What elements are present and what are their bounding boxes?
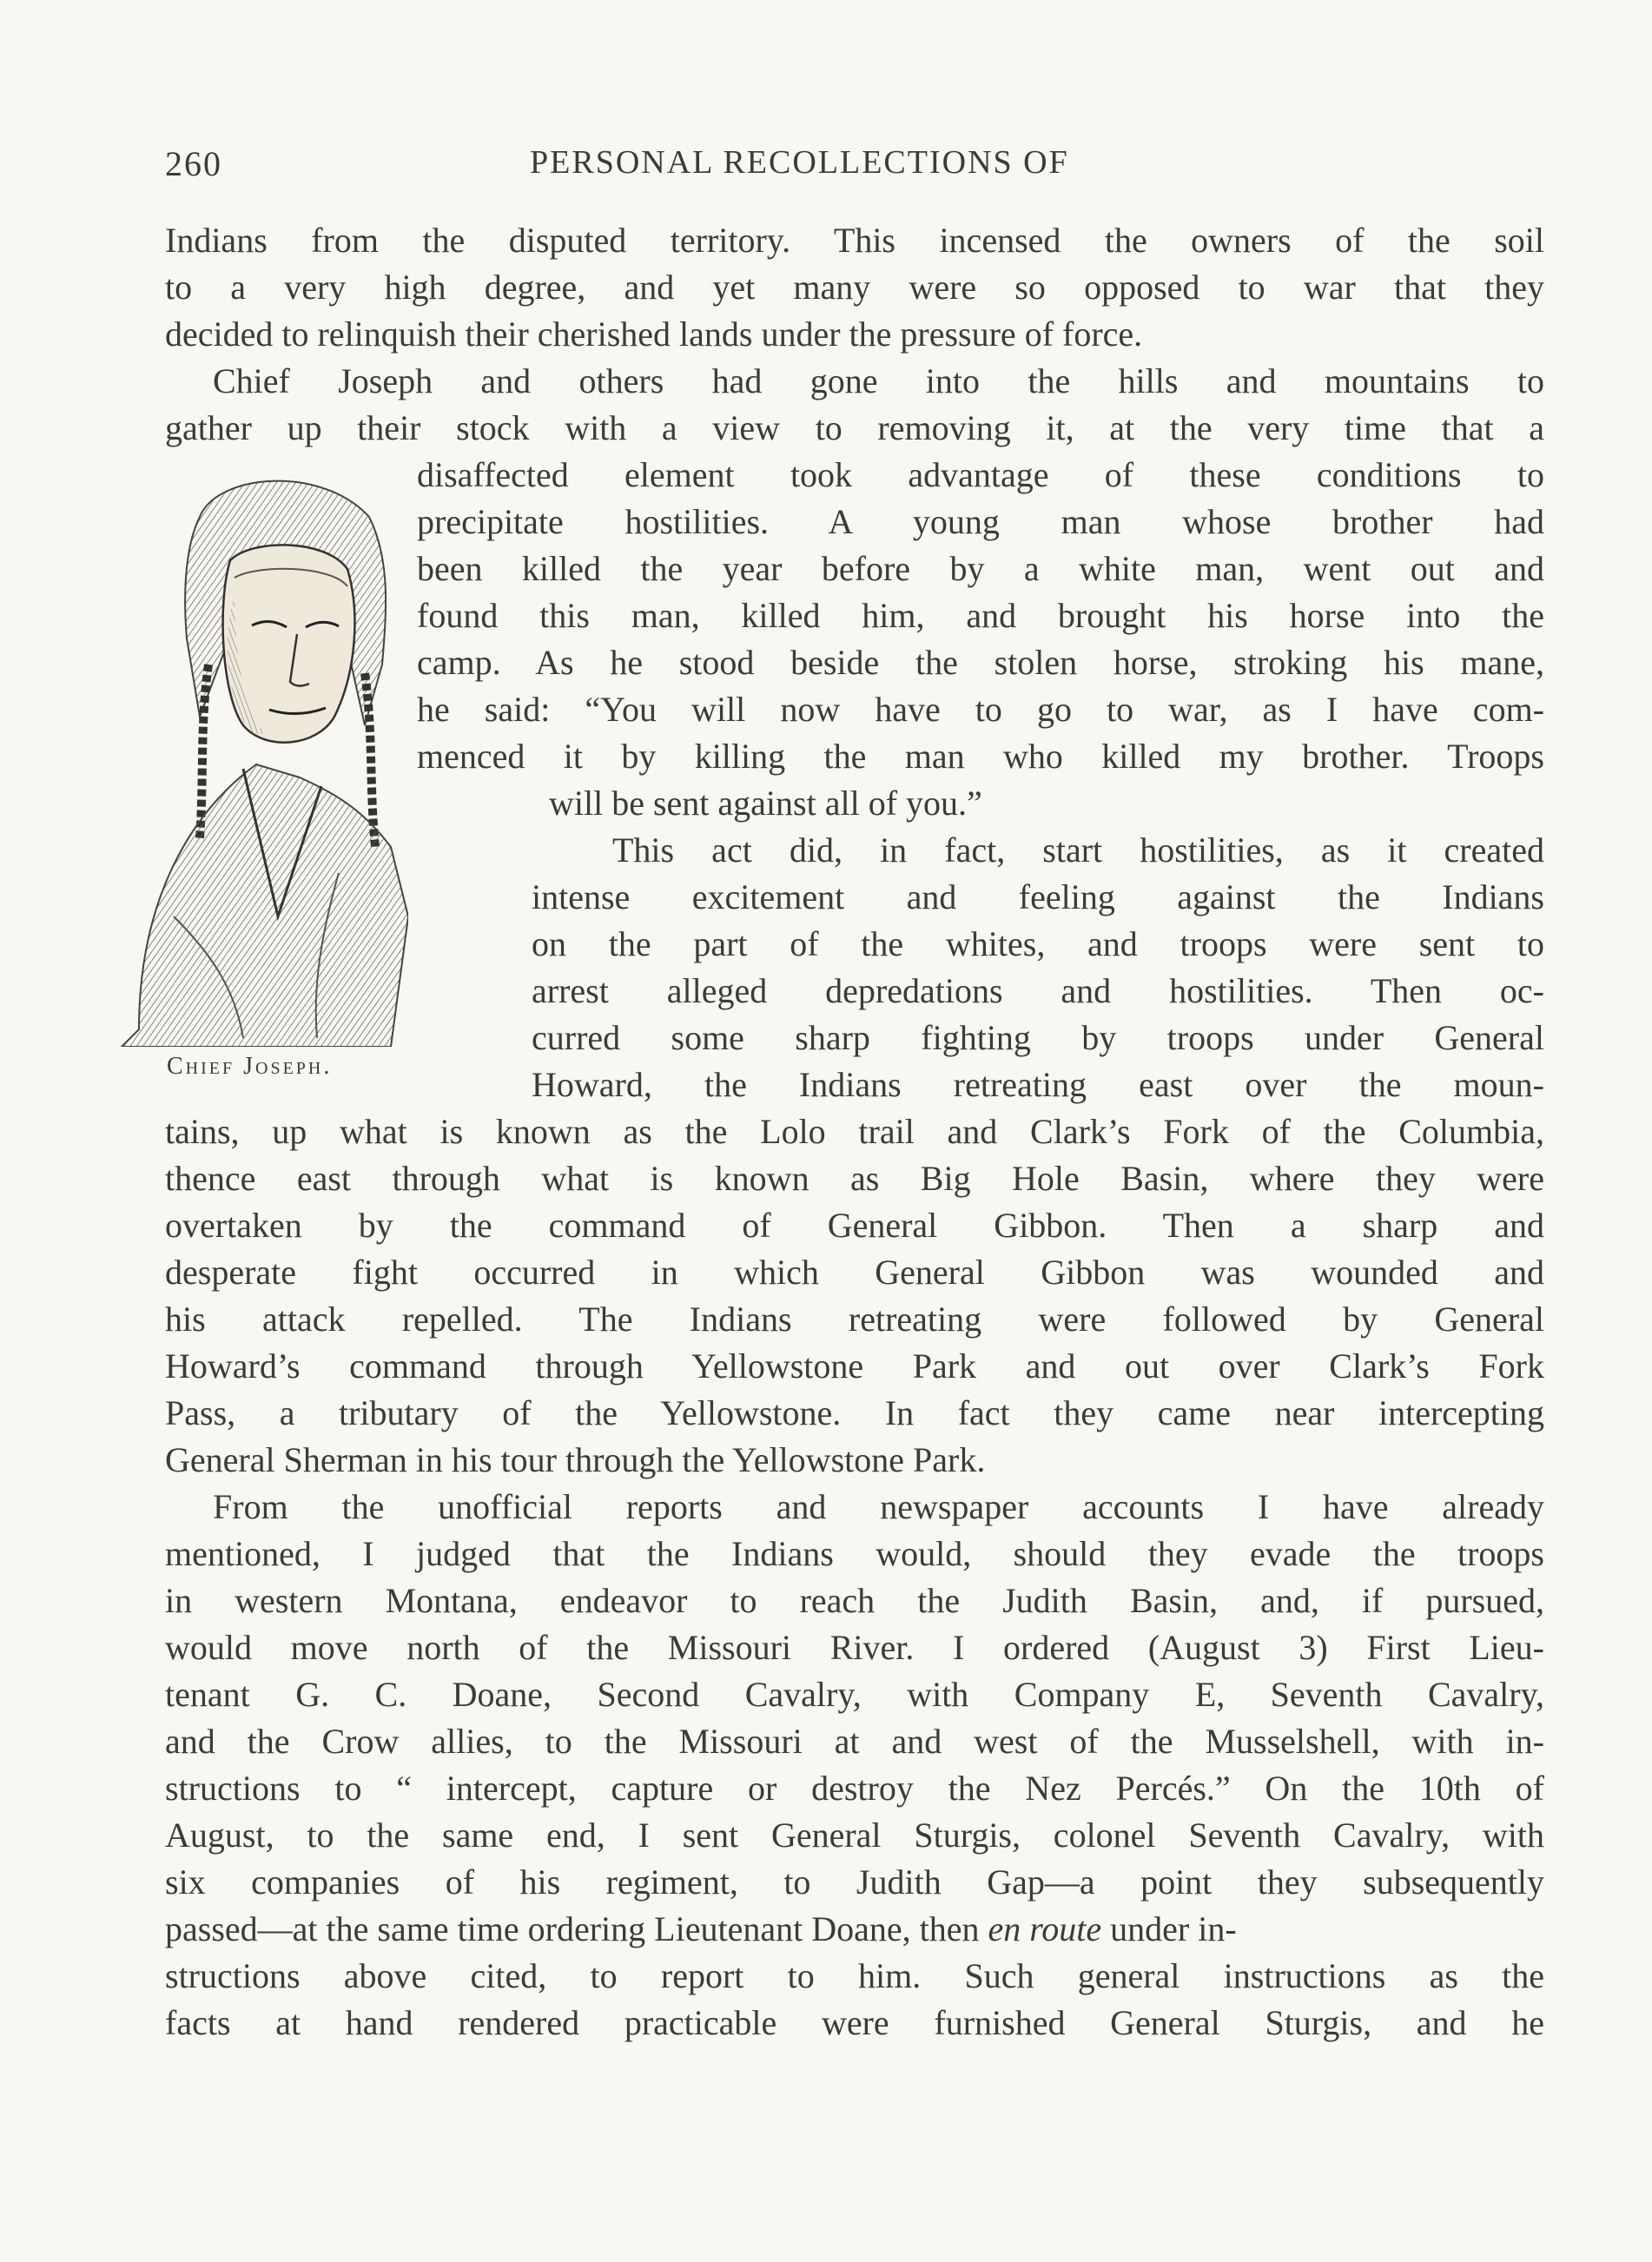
text-line: structions above cited, to report to him. Such general instructions as the (165, 1956, 1544, 1995)
text-line: precipitate hostilities. A young man whose brother had (417, 502, 1544, 541)
running-head: PERSONAL RECOLLECTIONS OF (530, 144, 1069, 181)
text-line: From the unofficial reports and newspaper accounts I have already (213, 1487, 1544, 1526)
text-line: his attack repelled. The Indians retreating were followed by General (165, 1300, 1544, 1339)
text-line: disaffected element took advantage of these conditions to (417, 455, 1544, 494)
text-line: camp. As he stood beside the stolen horse, stroking his mane, (417, 643, 1544, 682)
italic-phrase: en route (988, 1909, 1102, 1948)
text-line: Chief Joseph and others had gone into the hills and mountains to (213, 361, 1544, 400)
text-line: and the Crow allies, to the Missouri at and west of the Musselshell, with in- (165, 1722, 1544, 1761)
text-line: Pass, a tributary of the Yellowstone. In fact they came near intercepting (165, 1393, 1544, 1432)
text-line: tains, up what is known as the Lolo trail and Clark’s Fork of the Columbia, (165, 1112, 1544, 1151)
text-line: decided to relinquish their cherished lands under the pressure of force. (165, 314, 1143, 354)
text-line: gather up their stock with a view to removing it, at the very time that a (165, 408, 1544, 447)
text-line: curred some sharp fighting by troops under General (532, 1018, 1544, 1057)
text-line: would move north of the Missouri River. I ordered (August 3) First Lieu- (165, 1628, 1544, 1667)
text-line: Howard’s command through Yellowstone Park and out over Clark’s Fork (165, 1346, 1544, 1386)
text-line: to a very high degree, and yet many were so opposed to war that they (165, 268, 1544, 307)
chief-joseph-portrait (104, 465, 408, 1047)
text-line: This act did, in fact, start hostilities, as it created (612, 830, 1544, 870)
text-line: General Sherman in his tour through the Yellowstone Park. (165, 1440, 986, 1479)
text-line: tenant G. C. Doane, Second Cavalry, with Company E, Seventh Cavalry, (165, 1675, 1544, 1714)
text-line: facts at hand rendered practicable were furnished General Sturgis, and he (165, 2003, 1544, 2042)
text-line: August, to the same end, I sent General Sturgis, colonel Seventh Cavalry, with (165, 1816, 1544, 1855)
text-line: on the part of the whites, and troops were sent to (532, 924, 1544, 963)
text-line: Indians from the disputed territory. This incensed the owners of the soil (165, 221, 1544, 260)
text-line: desperate fight occurred in which General Gibbon was wounded and (165, 1253, 1544, 1292)
text-line: overtaken by the command of General Gibbon. Then a sharp and (165, 1206, 1544, 1245)
text-line: structions to “ intercept, capture or destroy the Nez Percés.” On the 10th of (165, 1769, 1544, 1808)
text-segment: under in- (1110, 1909, 1237, 1948)
text-line (165, 1906, 1544, 1953)
page-number: 260 (165, 144, 222, 183)
text-line: six companies of his regiment, to Judith Gap—a point they subsequently (165, 1862, 1544, 1902)
text-line: mentioned, I judged that the Indians would, should they evade the troops (165, 1534, 1544, 1573)
text-line: Howard, the Indians retreating east over the moun- (532, 1065, 1544, 1104)
text-line: menced it by killing the man who killed my brother. Troops (417, 737, 1544, 776)
page-header (165, 143, 1546, 195)
figure-caption: Chief Joseph. (167, 1053, 333, 1080)
text-line: been killed the year before by a white man, went out and (417, 549, 1544, 588)
text-line: will be sent against all of you.” (549, 784, 982, 823)
text-line: arrest alleged depredations and hostilities. Then oc- (532, 971, 1544, 1010)
text-line: intense excitement and feeling against the Indians (532, 877, 1544, 916)
text-line: thence east through what is known as Big Hole Basin, where they were (165, 1159, 1544, 1198)
text-line: found this man, killed him, and brought his horse into the (417, 596, 1544, 635)
text-line: in western Montana, endeavor to reach the Judith Basin, and, if pursued, (165, 1581, 1544, 1620)
text-segment: passed—at the same time ordering Lieutenant Doane, then (165, 1909, 980, 1948)
text-line: he said: “You will now have to go to war, as I have com- (417, 690, 1544, 729)
